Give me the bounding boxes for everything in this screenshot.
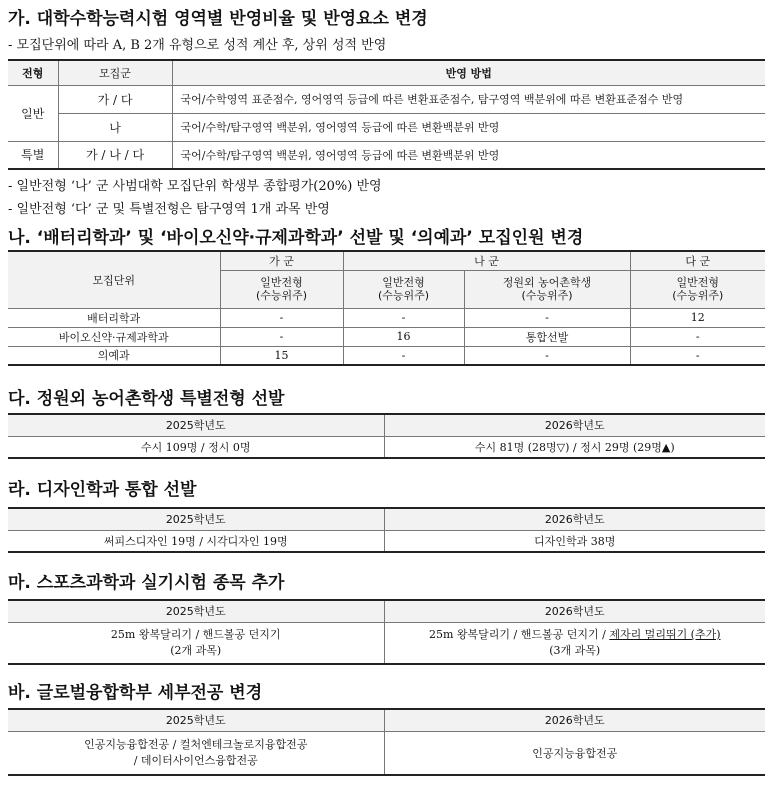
header-group-na: 나 군 bbox=[343, 251, 630, 270]
cell-2026: 인공지능융합전공 bbox=[384, 731, 765, 775]
cell-2026: 수시 81명 (28명▽) / 정시 29명 (29명▲) bbox=[384, 436, 765, 458]
cell-line: 25m 왕복달리기 / 핸드볼공 던지기 bbox=[110, 627, 281, 641]
added-event: 제자리 멀리뛰기 (추가) bbox=[609, 627, 721, 641]
section-ra-table-wrap bbox=[8, 507, 765, 553]
cell-text: 25m 왕복달리기 / 핸드볼공 던지기 / bbox=[428, 627, 610, 641]
section-ga-subtitle: - 모집단위에 따라 A, B 2개 유형으로 성적 계산 후, 상위 성적 반영 bbox=[8, 38, 387, 53]
table-row bbox=[8, 530, 765, 552]
table-row bbox=[8, 113, 765, 141]
cell-unit: 바이오신약·규제과학과 bbox=[8, 327, 220, 346]
subheader-da-general: 일반전형 (수능위주) bbox=[630, 270, 765, 308]
table-row bbox=[8, 85, 765, 113]
header-type: 전형 bbox=[8, 60, 58, 85]
cell-2025: 써피스디자인 19명 / 시각디자인 19명 bbox=[8, 530, 384, 552]
cell-2025 bbox=[8, 622, 384, 664]
cell-value: 통합선발 bbox=[464, 327, 630, 346]
section-ba-table-wrap bbox=[8, 708, 765, 776]
cell-value: - bbox=[343, 346, 464, 365]
cell-line: (3개 과목) bbox=[549, 643, 601, 657]
reflection-method-table bbox=[8, 59, 765, 170]
table-row bbox=[8, 327, 765, 346]
header-group: 모집군 bbox=[58, 60, 172, 85]
section-ga-table-wrap bbox=[8, 59, 765, 170]
cell-2025 bbox=[8, 731, 384, 775]
cell-unit: 배터리학과 bbox=[8, 308, 220, 327]
header-2025: 2025학년도 bbox=[8, 508, 384, 530]
cell-2026: 디자인학과 38명 bbox=[384, 530, 765, 552]
major-table bbox=[8, 708, 765, 776]
header-group-da: 다 군 bbox=[630, 251, 765, 270]
table-row bbox=[8, 346, 765, 365]
cell-2026 bbox=[384, 622, 765, 664]
cell-value: - bbox=[630, 327, 765, 346]
sports-table bbox=[8, 599, 765, 665]
cell-group: 가 / 나 / 다 bbox=[58, 141, 172, 169]
section-da-title: 다. 정원외 농어촌학생 특별전형 선발 bbox=[8, 389, 285, 409]
header-2026: 2026학년도 bbox=[384, 600, 765, 622]
cell-value: 16 bbox=[343, 327, 464, 346]
quota-table bbox=[8, 250, 765, 366]
header-method: 반영 방법 bbox=[172, 60, 765, 85]
section-ma-title: 마. 스포츠과학과 실기시험 종목 추가 bbox=[8, 573, 285, 593]
subheader-ga-general: 일반전형 (수능위주) bbox=[220, 270, 343, 308]
cell-line: / 데이터사이언스융합전공 bbox=[133, 753, 258, 767]
section-ga-note-1: - 일반전형 ‘나’ 군 사범대학 모집단위 학생부 종합평가(20%) 반영 bbox=[8, 179, 382, 194]
cell-group: 가 / 다 bbox=[58, 85, 172, 113]
header-group-ga: 가 군 bbox=[220, 251, 343, 270]
cell-line bbox=[389, 627, 762, 643]
cell-type: 일반 bbox=[8, 85, 58, 141]
cell-value: - bbox=[464, 308, 630, 327]
table-row bbox=[8, 731, 765, 775]
header-2025: 2025학년도 bbox=[8, 600, 384, 622]
cell-group: 나 bbox=[58, 113, 172, 141]
header-2025: 2025학년도 bbox=[8, 709, 384, 731]
cell-value: 12 bbox=[630, 308, 765, 327]
design-table bbox=[8, 507, 765, 553]
cell-value: - bbox=[630, 346, 765, 365]
section-da-table-wrap bbox=[8, 413, 765, 459]
cell-value: - bbox=[343, 308, 464, 327]
cell-value: - bbox=[220, 327, 343, 346]
section-na-title: 나. ‘배터리학과’ 및 ‘바이오신약·규제과학과’ 선발 및 ‘의예과’ 모집인원 변경 bbox=[8, 228, 584, 248]
header-2026: 2026학년도 bbox=[384, 508, 765, 530]
header-2026: 2026학년도 bbox=[384, 414, 765, 436]
table-row bbox=[8, 622, 765, 664]
header-2026: 2026학년도 bbox=[384, 709, 765, 731]
table-row bbox=[8, 141, 765, 169]
cell-method: 국어/수학/탐구영역 백분위, 영어영역 등급에 따른 변환백분위 반영 bbox=[172, 141, 765, 169]
header-unit: 모집단위 bbox=[8, 251, 220, 308]
cell-line: (2개 과목) bbox=[170, 643, 222, 657]
subheader-na-general: 일반전형 (수능위주) bbox=[343, 270, 464, 308]
section-ma-table-wrap bbox=[8, 599, 765, 665]
section-na-table-wrap bbox=[8, 250, 765, 366]
cell-unit: 의예과 bbox=[8, 346, 220, 365]
header-2025: 2025학년도 bbox=[8, 414, 384, 436]
cell-value: 15 bbox=[220, 346, 343, 365]
section-ga-title: 가. 대학수학능력시험 영역별 반영비율 및 반영요소 변경 bbox=[8, 9, 428, 29]
rural-table bbox=[8, 413, 765, 459]
cell-value: - bbox=[464, 346, 630, 365]
cell-line: 인공지능융합전공 / 컬처엔테크놀로지융합전공 bbox=[84, 737, 308, 751]
cell-method: 국어/수학영역 표준점수, 영어영역 등급에 따른 변환표준점수, 탐구영역 백분위에 따른 변환표준점수 반영 bbox=[172, 85, 765, 113]
section-ra-title: 라. 디자인학과 통합 선발 bbox=[8, 480, 197, 500]
cell-value: - bbox=[220, 308, 343, 327]
section-ba-title: 바. 글로벌융합학부 세부전공 변경 bbox=[8, 683, 263, 703]
cell-2025: 수시 109명 / 정시 0명 bbox=[8, 436, 384, 458]
cell-method: 국어/수학/탐구영역 백분위, 영어영역 등급에 따른 변환백분위 반영 bbox=[172, 113, 765, 141]
subheader-na-rural: 정원외 농어촌학생 (수능위주) bbox=[464, 270, 630, 308]
section-ga-note-2: - 일반전형 ‘다’ 군 및 특별전형은 탐구영역 1개 과목 반영 bbox=[8, 202, 330, 217]
table-row bbox=[8, 436, 765, 458]
cell-type: 특별 bbox=[8, 141, 58, 169]
table-row bbox=[8, 308, 765, 327]
